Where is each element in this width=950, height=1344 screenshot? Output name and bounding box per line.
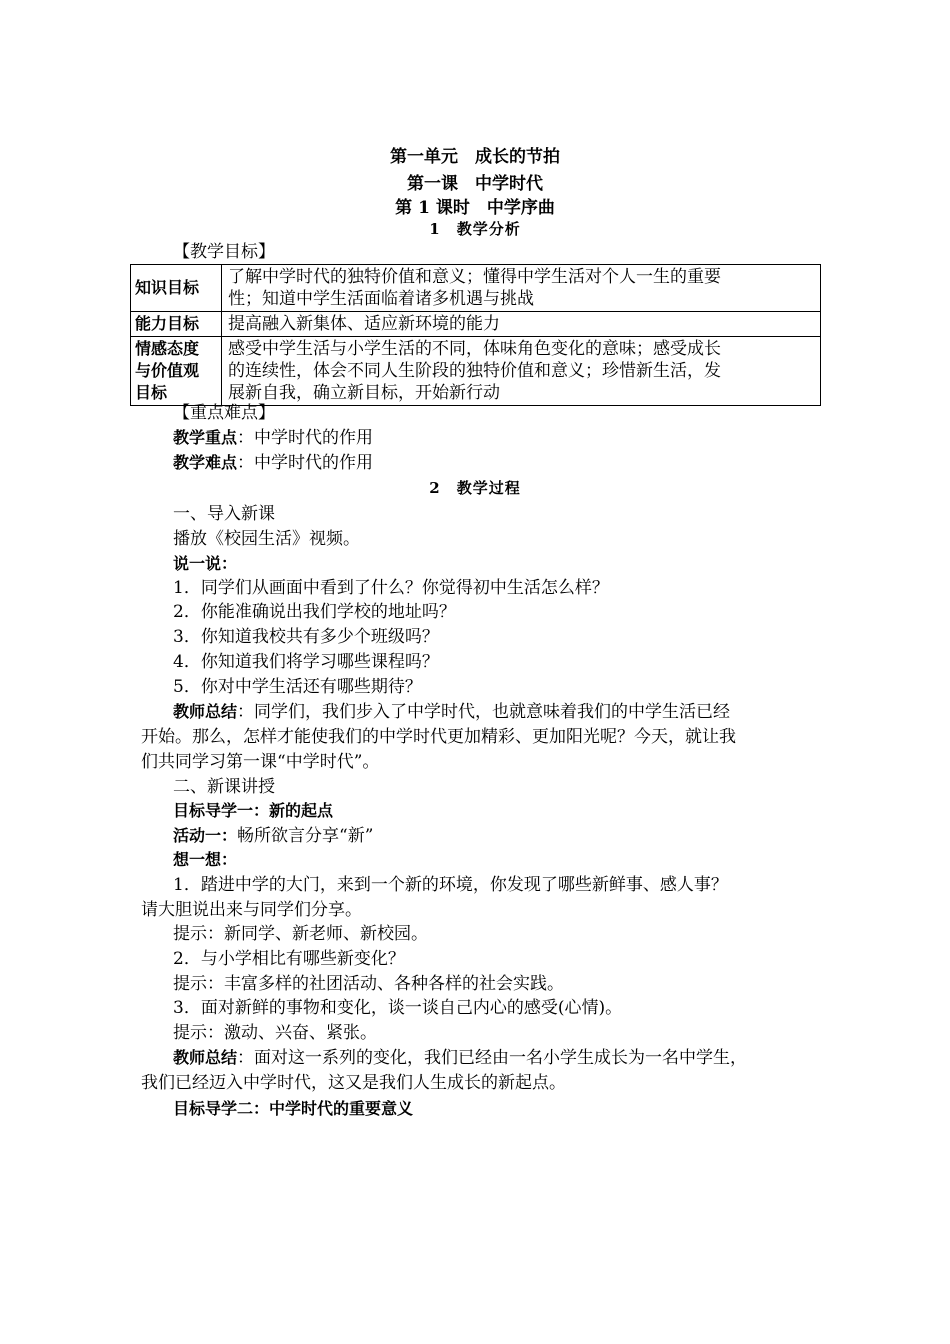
section-heading-analysis: 1 教学分析 (429, 220, 521, 238)
focus-label: 教学重点 (173, 428, 238, 447)
table-row (131, 265, 821, 312)
objective-text (222, 337, 821, 406)
unit-title: 第一单元 成长的节拍 (390, 147, 560, 167)
teaching-difficulty (173, 451, 373, 475)
period-title: 第 1 课时 中学序曲 (395, 198, 555, 218)
objective-line: 展新自我，确立新目标，开始新行动 (228, 383, 500, 403)
section-heading-process: 2 教学过程 (429, 479, 521, 497)
intro-heading: 一、导入新课 (173, 504, 275, 524)
objective-text (222, 265, 821, 312)
teaching-focus (173, 426, 373, 450)
objective-label-line: 目标 (135, 383, 168, 402)
goal-1-heading: 目标导学一：新的起点 (173, 801, 334, 820)
objective-label-line: 情感态度 (135, 339, 200, 358)
hint-2: 提示：丰富多样的社团活动、各种各样的社会实践。 (173, 974, 564, 994)
play-video-text: 播放《校园生活》视频。 (173, 529, 360, 549)
question-2: 2．你能准确说出我们学校的地址吗？ (173, 602, 456, 622)
lesson-title: 第一课 中学时代 (407, 174, 543, 194)
question-1: 1．同学们从画面中看到了什么？你觉得初中生活怎么样？ (173, 578, 609, 598)
activity1-text: 畅所欲言分享“新” (237, 826, 374, 846)
think-q1-line2: 请大胆说出来与同学们分享。 (141, 900, 362, 920)
goal-2-heading: 目标导学二：中学时代的重要意义 (173, 1099, 414, 1118)
think-q2: 2．与小学相比有哪些新变化？ (173, 949, 405, 969)
question-5: 5．你对中学生活还有哪些期待？ (173, 677, 422, 697)
objective-line: 的连续性，体会不同人生阶段的独特价值和意义；珍惜新生活，发 (228, 361, 721, 381)
difficulty-text: ：中学时代的作用 (237, 453, 374, 473)
objective-line: 感受中学生活与小学生活的不同，体味角色变化的意味；感受成长 (228, 339, 721, 359)
activity1-label: 活动一： (173, 826, 238, 845)
table-row (131, 312, 821, 337)
summary1-line2: 开始。那么，怎样才能使我们的中学时代更加精彩、更加阳光呢？今天，就让我 (141, 727, 736, 747)
question-4: 4．你知道我们将学习哪些课程吗？ (173, 652, 439, 672)
objective-line: 性；知道中学生活面临着诸多机遇与挑战 (228, 289, 534, 309)
objective-label (131, 337, 222, 406)
hint-3: 提示：激动、兴奋、紧张。 (173, 1023, 377, 1043)
objectives-table (130, 264, 821, 406)
summary2-line2: 我们已经迈入中学时代，这又是我们人生成长的新起点。 (141, 1073, 566, 1093)
difficulty-label: 教学难点 (173, 453, 238, 472)
summary2-label: 教师总结 (173, 1048, 238, 1067)
think-q1-line1: 1．踏进中学的大门，来到一个新的环境，你发现了哪些新鲜事、感人事？ (173, 875, 728, 895)
summary1-label: 教师总结 (173, 702, 238, 721)
objective-label-line: 与价值观 (135, 361, 200, 380)
objective-label: 知识目标 (131, 265, 222, 312)
summary2-line1 (173, 1046, 747, 1070)
keypoints-heading: 【重点难点】 (173, 403, 275, 423)
objective-line: 了解中学时代的独特价值和意义；懂得中学生活对个人一生的重要 (228, 267, 721, 287)
summary2-text: ：面对这一系列的变化，我们已经由一名小学生成长为一名中学生， (237, 1048, 748, 1068)
table-row (131, 337, 821, 406)
new-lesson-heading: 二、新课讲授 (173, 777, 275, 797)
activity-1 (173, 824, 373, 848)
think-label: 想一想： (173, 850, 238, 869)
think-q3: 3．面对新鲜的事物和变化，谈一谈自己内心的感受(心情)。 (173, 998, 623, 1018)
question-3: 3．你知道我校共有多少个班级吗？ (173, 627, 439, 647)
summary1-line3: 们共同学习第一课“中学时代”。 (141, 752, 380, 772)
summary1-line1 (173, 700, 730, 724)
objectives-heading: 【教学目标】 (173, 242, 275, 262)
hint-1: 提示：新同学、新老师、新校园。 (173, 924, 428, 944)
objective-line: 提高融入新集体、适应新环境的能力 (228, 314, 500, 334)
say-label: 说一说： (173, 554, 238, 573)
objective-text (222, 312, 821, 337)
focus-text: ：中学时代的作用 (237, 428, 374, 448)
summary1-text: ：同学们，我们步入了中学时代，也就意味着我们的中学生活已经 (237, 702, 731, 722)
objective-label: 能力目标 (131, 312, 222, 337)
